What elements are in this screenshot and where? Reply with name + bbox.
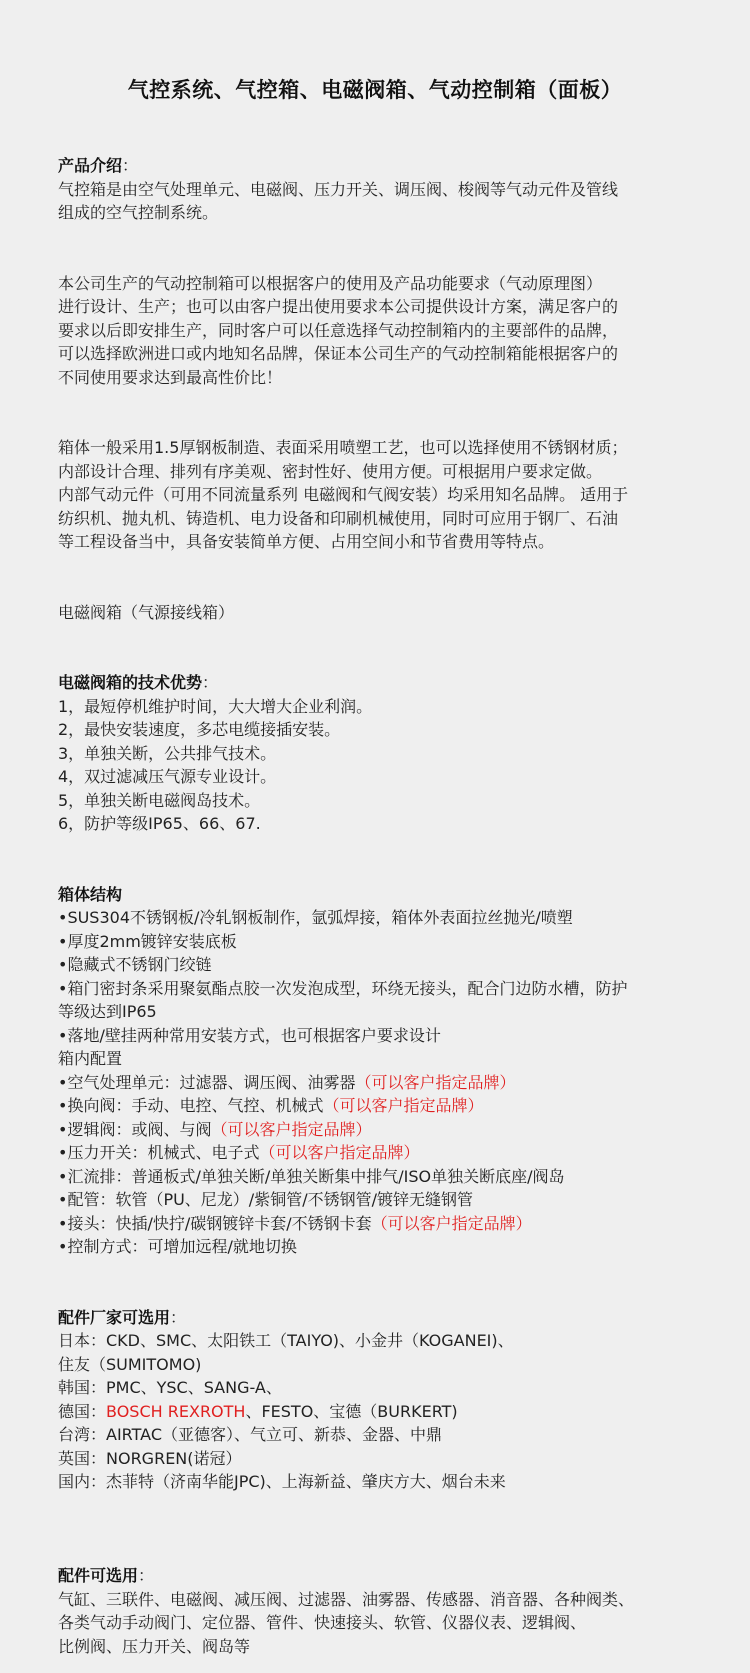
advantages-heading-colon: ： (202, 673, 219, 692)
config-item (58, 1094, 708, 1118)
advantage-item: 4，双过滤减压气源专业设计。 (58, 767, 277, 786)
config-item-note: （可以客户指定品牌） (211, 1119, 372, 1139)
vendor-text-suffix: 、FESTO、宝德（BURKERT) (245, 1401, 458, 1421)
intro-heading: 产品介绍 (58, 156, 123, 175)
advantage-item: 5，单独关断电磁阀岛技术。 (58, 790, 261, 810)
config-heading: 箱内配置 (58, 1049, 123, 1068)
advantage-item: 2，最快安装速度，多芯电缆接插安装。 (58, 720, 341, 739)
parts-line: 气缸、三联件、电磁阀、减压阀、过滤器、油雾器、传感器、消音器、各种阀类、 (58, 1589, 635, 1609)
vendor-text: 台湾：AIRTAC（亚德客）、气立可、新恭、金器、中鼎 (58, 1425, 442, 1444)
vendor-line (58, 1400, 708, 1424)
config-item (58, 1141, 708, 1165)
config-item-text: •控制方式：可增加远程/就地切换 (58, 1237, 297, 1256)
config-item (58, 1188, 708, 1212)
para3-line: 内部气动元件（可用不同流量系列 电磁阀和气阀安装）均采用知名品牌。 适用于 (58, 485, 629, 504)
advantage-item: 3，单独关断，公共排气技术。 (58, 743, 277, 763)
vendor-line (58, 1423, 708, 1447)
structure-item: •落地/壁挂两种常用安装方式，也可根据客户要求设计 (58, 1025, 441, 1045)
para2-line: 进行设计、生产；也可以由客户提出使用要求本公司提供设计方案，满足客户的 (58, 297, 619, 316)
para2-line: 要求以后即安排生产，同时客户可以任意选择气动控制箱内的主要部件的品牌， (58, 320, 619, 340)
vendor-text: 英国：NORGREN(诺冠） (58, 1448, 242, 1468)
structure-item: •箱门密封条采用聚氨酯点胶一次发泡成型，环绕无接头，配合门边防水槽，防护 (58, 978, 628, 998)
config-item (58, 1118, 708, 1142)
para2-line: 本公司生产的气动控制箱可以根据客户的使用及产品功能要求（气动原理图） (58, 273, 603, 293)
config-item-note: （可以客户指定品牌） (371, 1213, 532, 1233)
parts-heading-colon: ： (138, 1566, 155, 1585)
config-item-text: •接头：快插/快拧/碳钢镀锌卡套/不锈钢卡套 (58, 1213, 372, 1233)
config-item-text: •空气处理单元：过滤器、调压阀、油雾器 (58, 1072, 356, 1092)
vendor-text: 日本：CKD、SMC、太阳铁工（TAIYO)、小金井（KOGANEI)、 (58, 1331, 514, 1350)
config-item-note: （可以客户指定品牌） (259, 1143, 420, 1162)
intro-heading-colon: ： (122, 156, 139, 175)
advantages-heading-line (58, 671, 708, 695)
parts-heading-line (58, 1564, 708, 1588)
structure-item: 等级达到IP65 (58, 1002, 157, 1021)
config-item (58, 1235, 708, 1259)
advantages-heading: 电磁阀箱的技术优势 (58, 673, 203, 692)
vendors-heading: 配件厂家可选用 (58, 1307, 171, 1327)
config-item-text: •配管：软管（PU、尼龙）/紫铜管/不锈钢管/镀锌无缝钢管 (58, 1190, 473, 1209)
config-item (58, 1165, 708, 1189)
parts-line: 各类气动手动阀门、定位器、管件、快速接头、软管、仪器仪表、逻辑阀、 (58, 1613, 587, 1632)
vendor-line (58, 1329, 708, 1353)
config-item (58, 1212, 708, 1236)
config-item-note: （可以客户指定品牌） (323, 1096, 484, 1115)
vendor-line (58, 1447, 708, 1471)
config-item-text: •换向阀：手动、电控、气控、机械式 (58, 1096, 324, 1115)
para2-line: 可以选择欧洲进口或内地知名品牌，保证本公司生产的气动控制箱能根据客户的 (58, 344, 619, 363)
intro-line: 气控箱是由空气处理单元、电磁阀、压力开关、调压阀、梭阀等气动元件及管线 (58, 179, 619, 199)
para3-line: 箱体一般采用1.5厚钢板制造、表面采用喷塑工艺，也可以选择使用不锈钢材质； (58, 438, 628, 457)
config-item-note: （可以客户指定品牌） (355, 1072, 516, 1092)
para3-line: 纺织机、抛丸机、铸造机、电力设备和印刷机械使用，同时可应用于钢厂、石油 (58, 508, 619, 528)
para3-line: 内部设计合理、排列有序美观、密封性好、使用方便。可根据用户要求定做。 (58, 461, 603, 481)
vendors-heading-line (58, 1306, 708, 1330)
advantage-item: 1，最短停机维护时间，大大增大企业利润。 (58, 696, 373, 716)
vendor-text: 住友（SUMITOMO) (58, 1354, 202, 1374)
intro-heading-line (58, 154, 708, 178)
intro-line: 组成的空气控制系统。 (58, 203, 219, 222)
para3-line: 等工程设备当中，具备安装简单方便、占用空间小和节省费用等特点。 (58, 532, 555, 551)
page-title: 气控系统、气控箱、电磁阀箱、气动控制箱（面板） (127, 78, 623, 102)
vendor-line (58, 1376, 708, 1400)
vendor-text: 韩国：PMC、YSC、SANG-A、 (58, 1378, 282, 1397)
content-body (58, 154, 708, 1658)
section-subtitle: 电磁阀箱（气源接线箱） (58, 602, 235, 622)
structure-heading: 箱体结构 (58, 884, 123, 904)
structure-item: •隐藏式不锈钢门绞链 (58, 955, 212, 974)
vendor-line (58, 1470, 708, 1494)
structure-item: •厚度2mm镀锌安装底板 (58, 931, 237, 951)
vendors-heading-colon: ： (170, 1307, 187, 1327)
vendor-highlight: BOSCH REXROTH (106, 1401, 246, 1421)
advantage-item: 6，防护等级IP65、66、67. (58, 814, 261, 833)
config-item-text: •汇流排：普通板式/单独关断/单独关断集中排气/ISO单独关断底座/阀岛 (58, 1166, 565, 1186)
parts-heading: 配件可选用 (58, 1566, 139, 1585)
para2-line: 不同使用要求达到最高性价比！ (58, 367, 283, 387)
config-item (58, 1071, 708, 1095)
vendor-text: 国内：杰菲特（济南华能JPC)、上海新益、肇庆方大、烟台未来 (58, 1472, 506, 1491)
structure-item: •SUS304不锈钢板/冷轧钢板制作，氩弧焊接，箱体外表面拉丝抛光/喷塑 (58, 908, 573, 927)
config-item-text: •逻辑阀：或阀、与阀 (58, 1119, 212, 1139)
parts-line: 比例阀、压力开关、阀岛等 (58, 1636, 251, 1656)
vendor-line (58, 1353, 708, 1377)
config-item-text: •压力开关：机械式、电子式 (58, 1143, 260, 1162)
vendor-text: 德国： (58, 1401, 107, 1421)
